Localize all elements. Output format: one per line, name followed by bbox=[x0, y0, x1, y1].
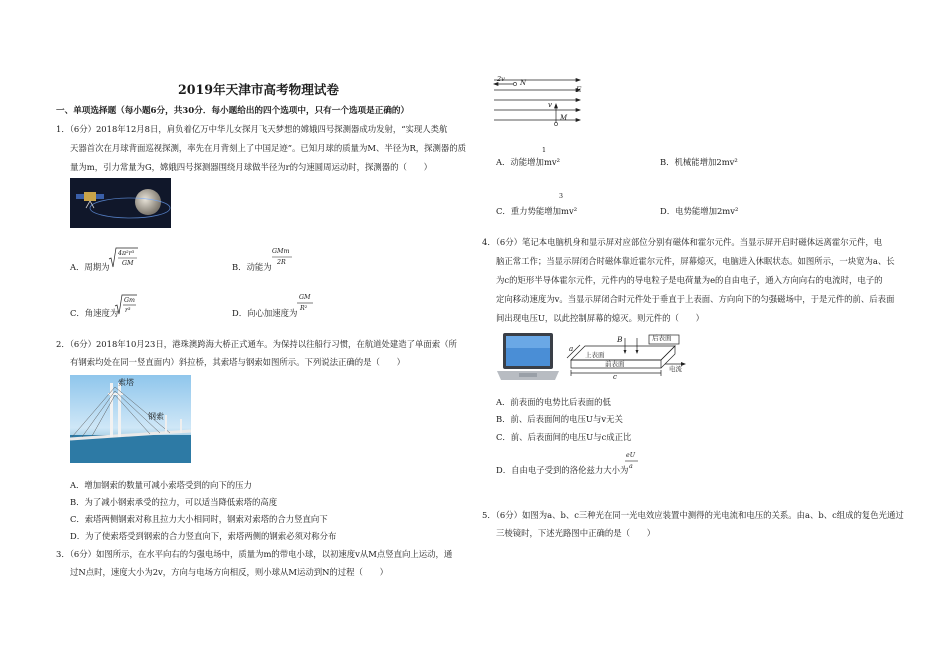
front-surface-label: 前表面 bbox=[605, 360, 625, 368]
question-text-line: 间出现电压U，以此控制屏幕的熄灭。则元件的（ ） bbox=[496, 313, 705, 323]
sqrt-fraction: Gm r³ bbox=[114, 294, 138, 316]
option-b: B．为了减小钢索承受的拉力，可以适当降低索塔的高度 bbox=[70, 497, 278, 507]
laptop-image bbox=[495, 330, 561, 384]
question-text-line: 有钢索均处在同一竖直面内）斜拉桥，其索塔与钢索如图所示。下列说法正确的是（ ） bbox=[70, 357, 405, 367]
bridge-photo bbox=[70, 375, 191, 463]
fraction: eU a bbox=[626, 452, 636, 470]
option-d: D．为了使索塔受到钢索的合力竖直向下，索塔两侧的钢索必须对称分布 bbox=[70, 531, 337, 541]
question-text-line: 5．（6分）如图为a、b、c三种光在同一光电效应装置中测得的光电流和电压的关系。由a、b、c组成的复色光通过 bbox=[482, 510, 904, 520]
question-text-line: 1．（6分）2018年12月8日，肩负着亿万中华儿女探月飞天梦想的嫦娥四号探测器成功发射，“实现人类航 bbox=[56, 124, 448, 134]
option-c: C．角速度为 bbox=[70, 308, 119, 318]
question-text-line: 定向移动速度为v。当显示屏闭合时元件处于垂直于上表面、方向向下的匀强磁场中，于是元件的前、后表面 bbox=[496, 294, 895, 304]
electric-field-diagram bbox=[492, 77, 584, 129]
sqrt-fraction: 4π²r³ GM bbox=[108, 247, 138, 269]
tower-label: 索塔 bbox=[118, 378, 134, 387]
option-a: A．前表面的电势比后表面的低 bbox=[496, 397, 611, 407]
option-d: D．向心加速度为 bbox=[232, 308, 298, 318]
option-a: A．周期为 bbox=[70, 262, 110, 272]
option-c: C．索塔两侧钢索对称且拉力大小相同时，钢索对索塔的合力竖直向下 bbox=[70, 514, 328, 524]
question-text-line: 量为m，引力常量为G，嫦娥四号探测器围绕月球做半径为r的匀速圆周运动时，探测器的（ ） bbox=[70, 162, 433, 172]
fraction-numerator: 1 bbox=[542, 147, 547, 154]
hall-element-diagram bbox=[565, 332, 690, 384]
field-e-label: E bbox=[576, 85, 582, 94]
point-n-label: N bbox=[520, 79, 527, 87]
option-a: A．动能增加mv² bbox=[496, 157, 560, 167]
option-c: C．重力势能增加mv² bbox=[496, 206, 578, 216]
question-text-line: 为c的矩形半导体霍尔元件，元件内的导电粒子是电荷量为e的自由电子，通入方向向右的电流时，电子的 bbox=[496, 275, 883, 285]
fraction: GMm 2R bbox=[272, 248, 290, 266]
fraction-numerator: 3 bbox=[559, 193, 564, 200]
option-a: A．增加钢索的数量可减小索塔受到的向下的压力 bbox=[70, 480, 252, 490]
option-d: D．自由电子受到的洛伦兹力大小为 bbox=[496, 465, 629, 475]
option-c: C．前、后表面间的电压U与c成正比 bbox=[496, 432, 632, 442]
point-m-label: M bbox=[560, 114, 568, 122]
question-text-line: 4．（6分）笔记本电脑机身和显示屏对应部位分别有磁体和霍尔元件。当显示屏开启时磁体远离霍尔元件，电 bbox=[482, 237, 883, 247]
fraction: GM R² bbox=[299, 294, 311, 312]
question-text-line: 脑正常工作；当显示屏闭合时磁体靠近霍尔元件，屏幕熄灭，电脑进入休眠状态。如图所示，一块宽为a、长 bbox=[496, 256, 895, 266]
velocity-v-label: v bbox=[548, 101, 552, 109]
top-surface-label: 上表面 bbox=[585, 351, 605, 359]
section-heading: 一、单项选择题（每小题6分，共30分．每小题给出的四个选项中，只有一个选项是正确的） bbox=[56, 106, 410, 116]
option-d: D．电势能增加2mv² bbox=[660, 206, 739, 216]
question-text-line: 天器首次在月球背面巡视探测，率先在月背刻上了中国足迹”。已知月球的质量为M、半径为R，探测器的质 bbox=[70, 143, 467, 153]
length-c-label: c bbox=[613, 373, 617, 381]
option-b: B．动能为 bbox=[232, 262, 272, 272]
width-a-label: a bbox=[569, 345, 574, 353]
question-text-line: 2．（6分）2018年10月23日，港珠澳跨海大桥正式通车。为保持以往船行习惯，在航道处建造了单面索（所 bbox=[56, 339, 457, 349]
option-b: B．机械能增加2mv² bbox=[660, 157, 738, 167]
current-label: 电流 bbox=[669, 365, 682, 373]
question-text-line: 3．（6分）如图所示，在水平向右的匀强电场中，质量为m的带电小球，以初速度v从M点竖直向上运动，通 bbox=[56, 549, 453, 559]
option-b: B．前、后表面间的电压U与v无关 bbox=[496, 414, 623, 424]
back-surface-label: 后表面 bbox=[652, 334, 672, 342]
cable-label: 钢索 bbox=[148, 412, 164, 421]
page-title: 2019年天津市高考物理试卷 bbox=[178, 82, 339, 97]
lunar-probe-image bbox=[70, 178, 171, 228]
question-text-line: 三棱镜时，下述光路图中正确的是（ ） bbox=[496, 528, 656, 538]
velocity-2v-label: 2v bbox=[497, 75, 505, 83]
question-text-line: 过N点时，速度大小为2v，方向与电场方向相反，则小球从M运动到N的过程（ ） bbox=[70, 567, 389, 577]
magnetic-field-b-label: B bbox=[617, 335, 623, 344]
